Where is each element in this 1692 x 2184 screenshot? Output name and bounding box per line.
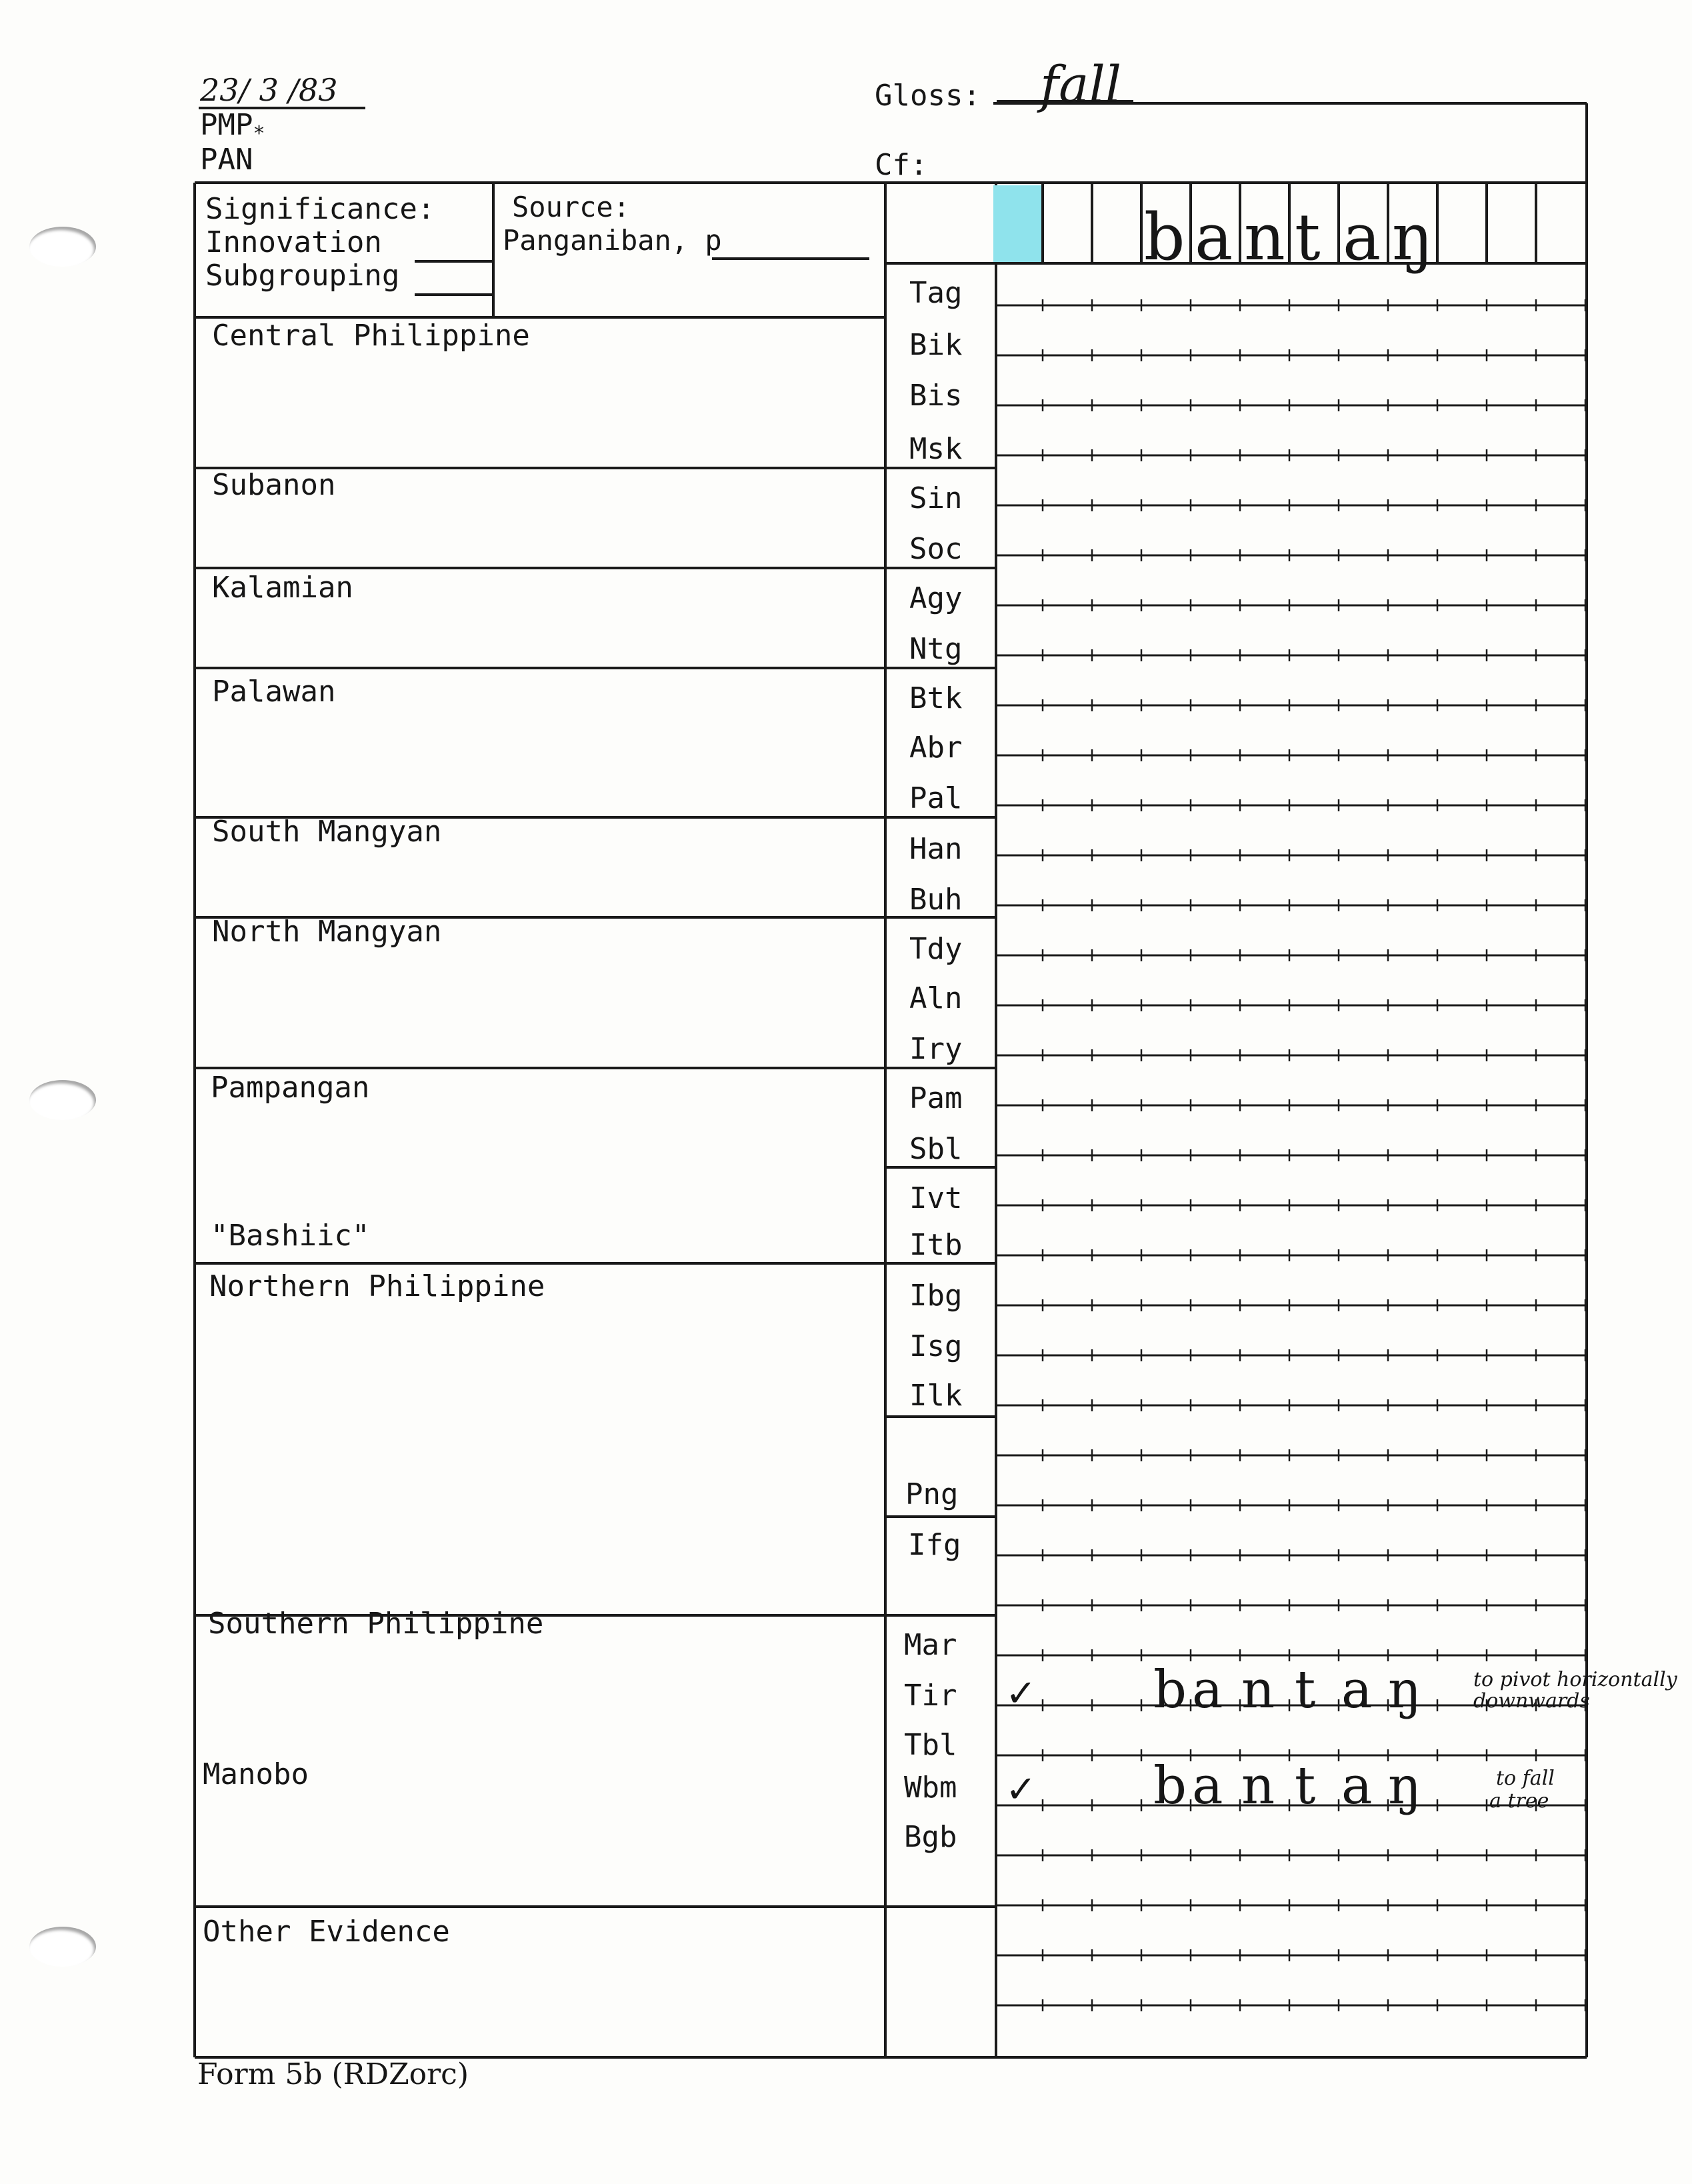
date: 23/ 3 /83 xyxy=(200,72,338,108)
lang-itb: Itb xyxy=(909,1228,963,1262)
lang-ibg: Ibg xyxy=(909,1279,963,1313)
wbm-gloss-line-1: to fall xyxy=(1496,1767,1555,1790)
significance-title: Significance: xyxy=(205,192,435,226)
group-south-mangyan: South Mangyan xyxy=(212,815,442,849)
reconstruction-letter-2: a xyxy=(1195,200,1233,275)
lang-tir: Tir xyxy=(904,1679,957,1713)
group-north-mangyan: North Mangyan xyxy=(212,915,442,949)
lang-agy: Agy xyxy=(909,581,963,615)
pmp-label xyxy=(200,108,265,145)
group-palawan: Palawan xyxy=(212,675,336,709)
tir-letter-3: n xyxy=(1241,1660,1275,1720)
lang-ntg: Ntg xyxy=(909,632,963,666)
highlight-cell xyxy=(993,185,1041,262)
lang-btk: Btk xyxy=(909,681,963,715)
source-value: Panganiban, p xyxy=(503,224,722,257)
lang-buh: Buh xyxy=(909,883,963,917)
group-other-evidence: Other Evidence xyxy=(203,1915,450,1949)
lang-abr: Abr xyxy=(909,731,963,765)
tir-letter-6: ŋ xyxy=(1388,1660,1422,1720)
lang-iry: Iry xyxy=(909,1032,963,1066)
lang-bik: Bik xyxy=(909,328,963,362)
lang-soc: Soc xyxy=(909,532,963,566)
tir-gloss-line-2: downwards xyxy=(1473,1689,1590,1713)
group-bashiic: "Bashiic" xyxy=(211,1219,370,1253)
pmp-mark: * xyxy=(253,122,265,145)
wbm-letter-5: a xyxy=(1341,1756,1373,1816)
lang-bgb: Bgb xyxy=(904,1820,957,1854)
lang-ivt: Ivt xyxy=(909,1181,963,1215)
lang-tbl: Tbl xyxy=(904,1728,957,1762)
tir-check: ✓ xyxy=(1005,1672,1037,1715)
lang-wbm: Wbm xyxy=(904,1771,957,1805)
tir-letter-2: a xyxy=(1192,1660,1223,1720)
form-footer: Form 5b (RDZorc) xyxy=(197,2057,469,2091)
subgrouping-label: Subgrouping xyxy=(205,259,400,293)
pmp-text: PMP xyxy=(200,108,253,142)
reconstruction-letter-5: a xyxy=(1343,200,1381,275)
group-manobo: Manobo xyxy=(203,1757,309,1791)
lang-tag: Tag xyxy=(909,276,963,310)
lang-han: Han xyxy=(909,832,963,866)
wbm-letter-4: t xyxy=(1295,1756,1316,1816)
lang-png: Png xyxy=(905,1477,959,1511)
group-kalamian: Kalamian xyxy=(212,571,353,605)
source-label: Source: xyxy=(512,191,631,223)
lang-ilk: Ilk xyxy=(909,1379,963,1413)
reconstruction-letter-6: ŋ xyxy=(1392,200,1433,275)
group-northern-philippine: Northern Philippine xyxy=(209,1269,545,1303)
lang-tdy: Tdy xyxy=(909,932,963,966)
wbm-letter-3: n xyxy=(1241,1756,1275,1816)
lang-pam: Pam xyxy=(909,1081,963,1115)
wbm-letter-1: b xyxy=(1153,1756,1187,1816)
tir-letter-4: t xyxy=(1295,1660,1316,1720)
lang-mar: Mar xyxy=(904,1628,957,1662)
reconstruction-letter-1: b xyxy=(1144,200,1185,275)
lang-bis: Bis xyxy=(909,379,963,413)
wbm-letter-6: ŋ xyxy=(1388,1756,1422,1816)
group-southern-philippine: Southern Philippine xyxy=(208,1607,544,1641)
lang-aln: Aln xyxy=(909,981,963,1015)
reconstruction-letter-4: t xyxy=(1295,200,1321,275)
tir-letter-1: b xyxy=(1153,1660,1187,1720)
lang-isg: Isg xyxy=(909,1329,963,1363)
gloss-label: Gloss: xyxy=(875,79,981,113)
lang-sin: Sin xyxy=(909,481,963,515)
cf-label: Cf: xyxy=(875,148,928,182)
group-pampangan: Pampangan xyxy=(211,1071,370,1105)
lang-sbl: Sbl xyxy=(909,1132,963,1166)
group-subanon: Subanon xyxy=(212,468,336,502)
wbm-letter-2: a xyxy=(1192,1756,1223,1816)
tir-letter-5: a xyxy=(1341,1660,1373,1720)
lang-ifg: Ifg xyxy=(908,1528,961,1562)
pan-label: PAN xyxy=(200,143,253,177)
lang-pal: Pal xyxy=(909,781,963,815)
tir-gloss-line-1: to pivot horizontally xyxy=(1473,1668,1677,1691)
reconstruction-letter-3: n xyxy=(1244,200,1285,275)
wbm-gloss-line-2: a tree xyxy=(1489,1789,1549,1813)
lang-msk: Msk xyxy=(909,432,963,466)
innovation-label: Innovation xyxy=(205,225,382,259)
wbm-check: ✓ xyxy=(1005,1768,1037,1811)
gloss-value: fall xyxy=(1040,55,1122,114)
group-central-philippine: Central Philippine xyxy=(212,319,530,353)
